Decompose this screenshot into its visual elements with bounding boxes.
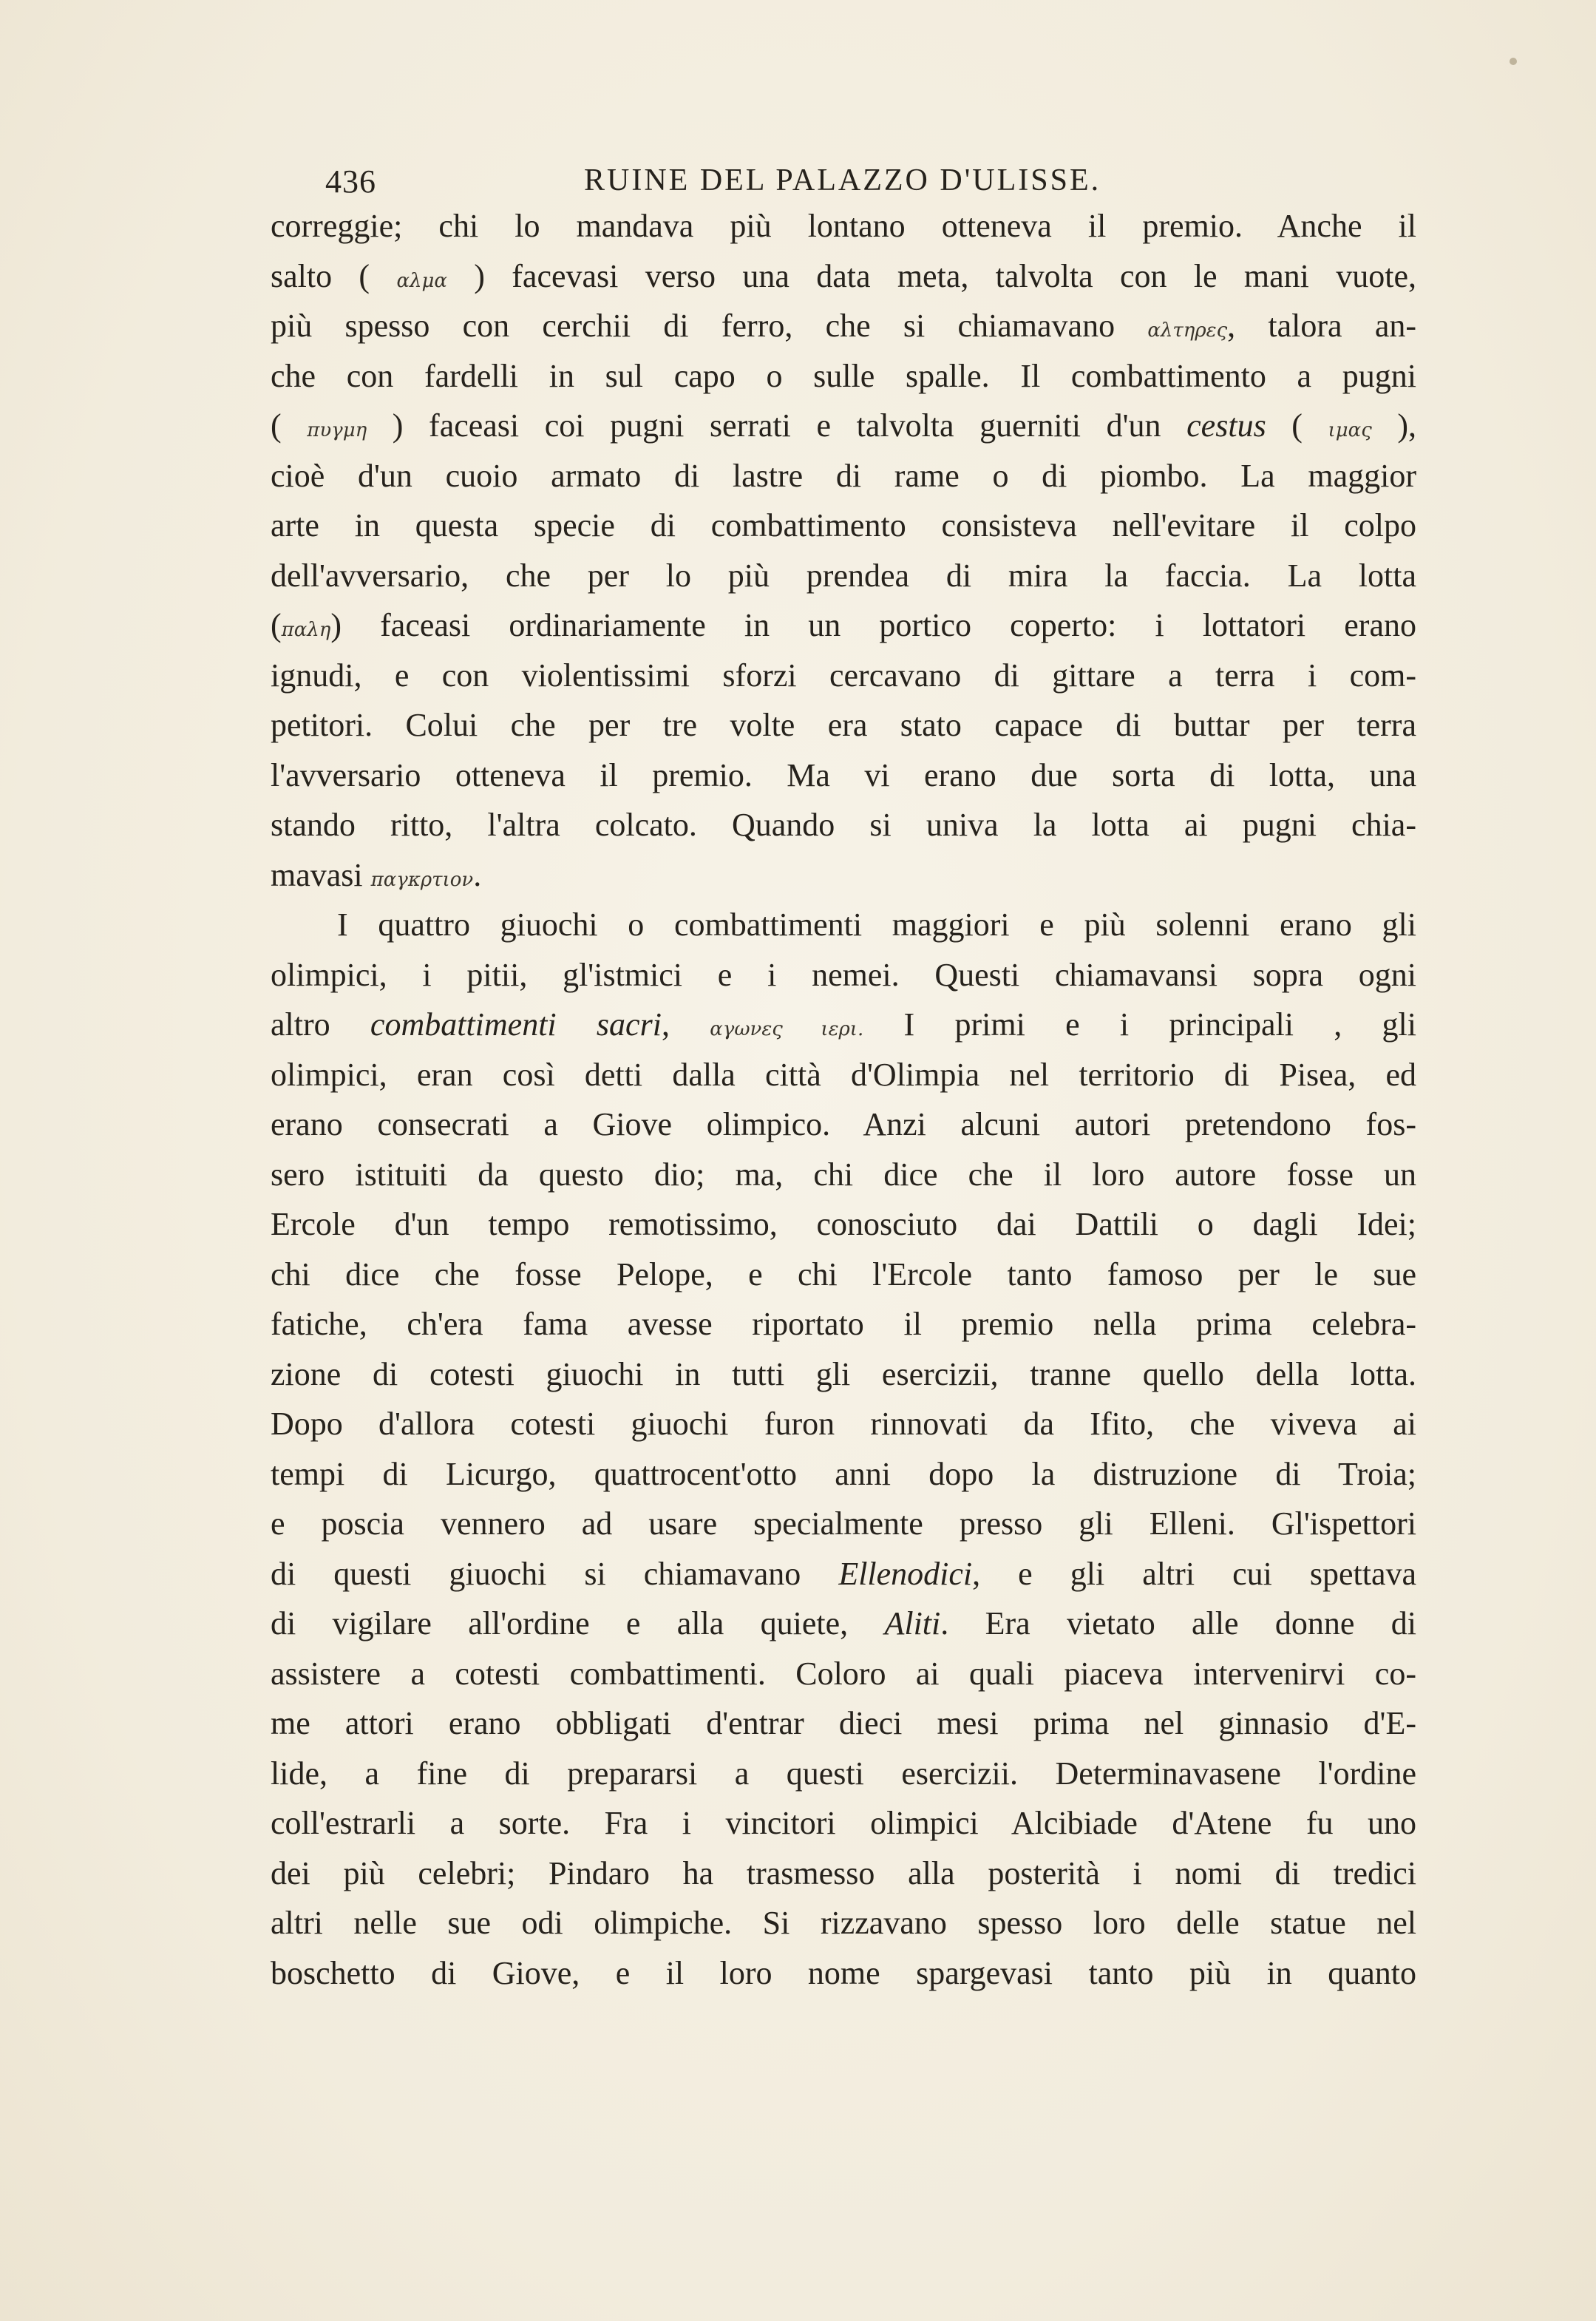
text-line: salto ( αλμα ) facevasi verso una data meta, talvolta con le mani vuote, bbox=[271, 257, 1416, 294]
text-line: (παλη) faceasi ordinariamente in un portico coperto: i lottatori erano bbox=[271, 607, 1416, 643]
running-header bbox=[325, 163, 1416, 204]
text-line: assistere a cotesti combattimenti. Coloro ai quali piaceva intervenirvi co- bbox=[271, 1655, 1416, 1692]
text-line: petitori. Colui che per tre volte era stato capace di buttar per terra bbox=[271, 707, 1416, 743]
text-line: tempi di Licurgo, quattrocent'otto anni dopo la distruzione di Troia; bbox=[271, 1455, 1416, 1492]
text-line: chi dice che fosse Pelope, e chi l'Ercole tanto famoso per le sue bbox=[271, 1256, 1416, 1292]
text-line: me attori erano obbligati d'entrar dieci mesi prima nel ginnasio d'E- bbox=[271, 1705, 1416, 1741]
text-line: olimpici, eran così detti dalla città d'Olimpia nel territorio di Pisea, ed bbox=[271, 1056, 1416, 1093]
text-line: altro combattimenti sacri, αγωνες ιερι. I primi e i principali , gli bbox=[271, 1006, 1416, 1043]
text-line: I quattro giuochi o combattimenti maggiori e più solenni erano gli bbox=[337, 907, 1416, 943]
text-line: stando ritto, l'altra colcato. Quando si univa la lotta ai pugni chia- bbox=[271, 807, 1416, 843]
text-line: di vigilare all'ordine e alla quiete, Aliti. Era vietato alle donne di bbox=[271, 1605, 1416, 1641]
text-line: arte in questa specie di combattimento consisteva nell'evitare il colpo bbox=[271, 507, 1416, 543]
text-line: altri nelle sue odi olimpiche. Si rizzavano spesso loro delle statue nel bbox=[271, 1905, 1416, 1941]
text-line: Dopo d'allora cotesti giuochi furon rinnovati da Ifito, che viveva ai bbox=[271, 1406, 1416, 1442]
text-line: zione di cotesti giuochi in tutti gli esercizii, tranne quello della lotta. bbox=[271, 1355, 1416, 1392]
text-line: cioè d'un cuoio armato di lastre di rame o di piombo. La maggior bbox=[271, 457, 1416, 494]
text-line: di questi giuochi si chiamavano Ellenodici, e gli altri cui spettava bbox=[271, 1555, 1416, 1592]
text-line: ignudi, e con violentissimi sforzi cercavano di gittare a terra i com- bbox=[271, 657, 1416, 694]
paper-speck bbox=[1510, 58, 1517, 65]
text-line: correggie; chi lo mandava più lontano otteneva il premio. Anche il bbox=[271, 208, 1416, 244]
text-line: e poscia vennero ad usare specialmente presso gli Elleni. Gl'ispettori bbox=[271, 1505, 1416, 1542]
text-line: lide, a fine di prepararsi a questi esercizii. Determinavasene l'ordine bbox=[271, 1755, 1416, 1792]
text-line: dei più celebri; Pindaro ha trasmesso alla posterità i nomi di tredici bbox=[271, 1854, 1416, 1891]
page-number: 436 bbox=[325, 163, 376, 200]
text-line: dell'avversario, che per lo più prendea di mira la faccia. La lotta bbox=[271, 557, 1416, 594]
text-line: coll'estrarli a sorte. Fra i vincitori olimpici Alcibiade d'Atene fu uno bbox=[271, 1805, 1416, 1841]
text-line: che con fardelli in sul capo o sulle spalle. Il combattimento a pugni bbox=[271, 357, 1416, 394]
body-text bbox=[271, 201, 1416, 1998]
text-line: Ercole d'un tempo remotissimo, conosciuto dai Dattili o dagli Idei; bbox=[271, 1206, 1416, 1242]
text-line: mavasi παγκρτιον. bbox=[271, 856, 482, 893]
running-title: RUINE DEL PALAZZO D'ULISSE. bbox=[584, 163, 1101, 197]
text-line: erano consecrati a Giove olimpico. Anzi alcuni autori pretendono fos- bbox=[271, 1106, 1416, 1142]
text-line: boschetto di Giove, e il loro nome spargevasi tanto più in quanto bbox=[271, 1954, 1416, 1991]
text-line: l'avversario otteneva il premio. Ma vi erano due sorta di lotta, una bbox=[271, 756, 1416, 793]
text-line: sero istituiti da questo dio; ma, chi dice che il loro autore fosse un bbox=[271, 1156, 1416, 1193]
text-line: più spesso con cerchii di ferro, che si chiamavano αλτηρες, talora an- bbox=[271, 308, 1416, 344]
text-line: ( πυγμη ) faceasi coi pugni serrati e talvolta guerniti d'un cestus ( ιμας ), bbox=[271, 407, 1416, 444]
text-line: olimpici, i pitii, gl'istmici e i nemei. Questi chiamavansi sopra ogni bbox=[271, 956, 1416, 993]
text-line: fatiche, ch'era fama avesse riportato il premio nella prima celebra- bbox=[271, 1306, 1416, 1342]
